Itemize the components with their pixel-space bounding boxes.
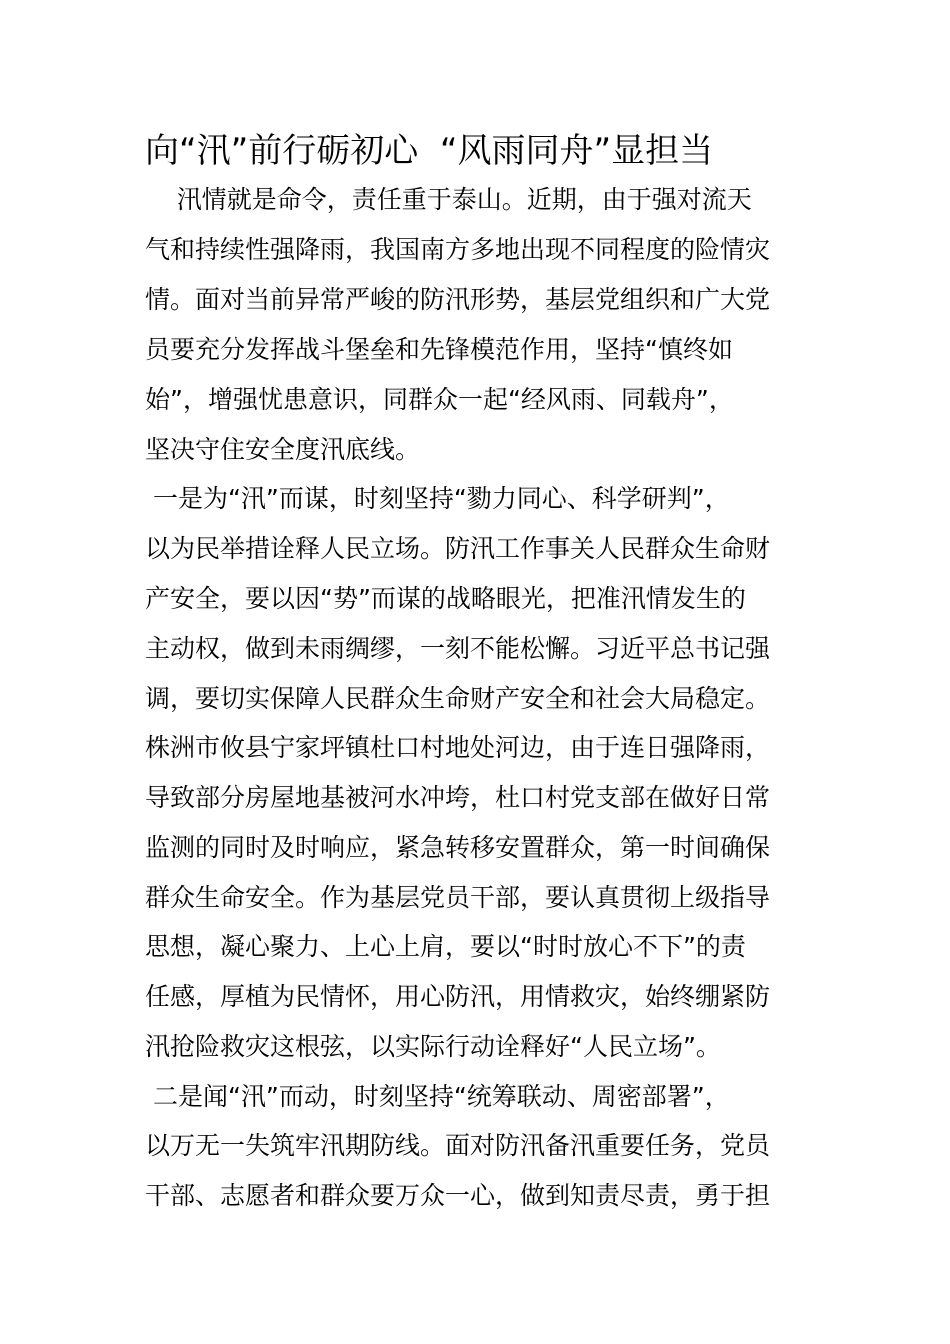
body-line: 员要充分发挥战斗堡垒和先锋模范作用，坚持“慎终如 (145, 335, 733, 364)
body-line: 一是为“汛”而谋，时刻坚持“勠力同心、科学研判”， (145, 484, 730, 513)
body-line: 调，要切实保障人民群众生命财产安全和社会大局稳定。 (145, 684, 771, 713)
body-line: 始”，增强忧患意识，同群众一起“经风雨、同载舟”， (145, 385, 734, 414)
body-line: 群众生命安全。作为基层党员干部，要认真贯彻上级指导 (145, 883, 771, 912)
body-line: 二是闻“汛”而动，时刻坚持“统筹联动、周密部署”， (145, 1082, 730, 1111)
document-title: 向“汛”前行砺初心 “风雨同舟”显担当 (145, 131, 714, 171)
body-line: 思想，凝心聚力、上心上肩，要以“时时放心不下”的责 (145, 932, 746, 961)
body-line: 情。面对当前异常严峻的防汛形势，基层党组织和广大党 (145, 285, 771, 314)
body-line: 以为民举措诠释人民立场。防汛工作事关人民群众生命财 (145, 534, 771, 563)
body-line: 主动权，做到未雨绸缪，一刻不能松懈。习近平总书记强 (145, 634, 771, 663)
body-line: 气和持续性强降雨，我国南方多地出现不同程度的险情灾 (145, 235, 771, 264)
body-line: 任感，厚植为民情怀，用心防汛，用情救灾，始终绷紧防 (145, 982, 771, 1011)
body-line: 干部、志愿者和群众要万众一心，做到知责尽责，勇于担 (145, 1181, 771, 1210)
body-line: 株洲市攸县宁家坪镇杜口村地处河边，由于连日强降雨， (145, 733, 771, 762)
body-line: 导致部分房屋地基被河水冲垮，杜口村党支部在做好日常 (145, 783, 771, 812)
body-line: 监测的同时及时响应，紧急转移安置群众，第一时间确保 (145, 833, 771, 862)
body-line: 坚决守住安全度汛底线。 (145, 435, 421, 464)
body-line: 以万无一失筑牢汛期防线。面对防汛备汛重要任务，党员 (145, 1131, 771, 1160)
body-line: 产安全，要以因“势”而谋的战略眼光，把准汛情发生的 (145, 584, 746, 613)
body-line: 汛抢险救灾这根弦，以实际行动诠释好“人民立场”。 (145, 1032, 721, 1061)
body-line: 汛情就是命令，责任重于泰山。近期，由于强对流天 (145, 185, 752, 214)
